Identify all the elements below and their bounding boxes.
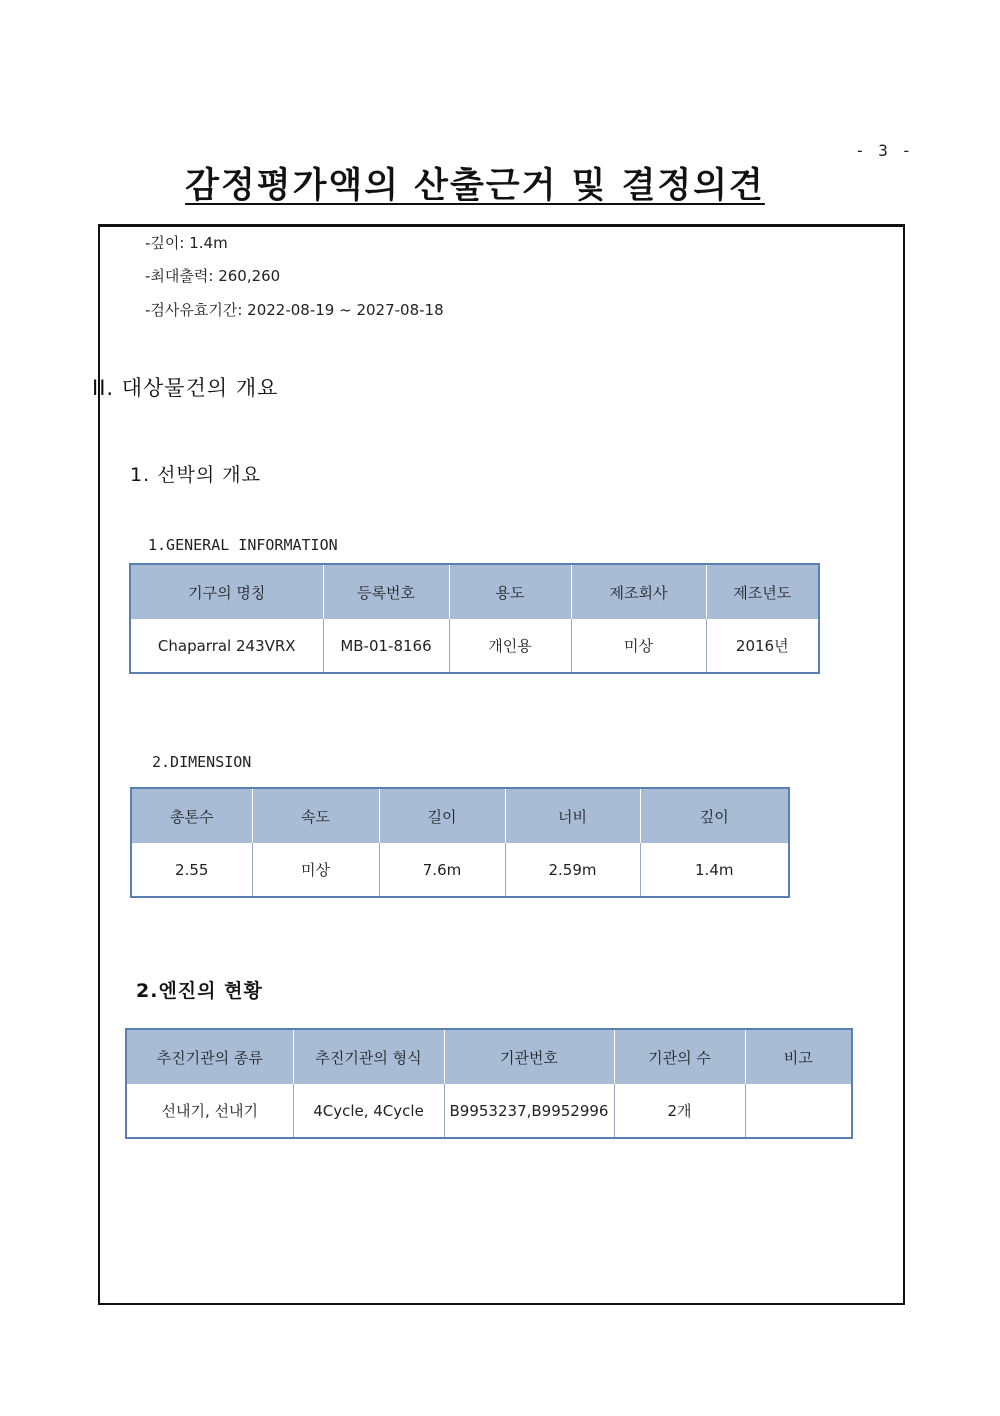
table-cell <box>745 1084 852 1138</box>
general-info-table <box>129 563 820 674</box>
header-cell: 등록번호 <box>323 564 449 619</box>
table-cell: 2.55 <box>131 843 252 897</box>
table-cell: B9953237,B9952996 <box>444 1084 614 1138</box>
table-cell: 2016년 <box>706 619 819 673</box>
page-title: 감정평가액의 산출근거 및 결정의견 <box>185 166 765 206</box>
spec-line-inspection-period: -검사유효기간: 2022-08-19 ~ 2027-08-18 <box>145 301 444 319</box>
table-header-row <box>126 1029 852 1084</box>
header-cell: 속도 <box>252 788 379 843</box>
general-info-caption: 1.GENERAL INFORMATION <box>148 536 338 554</box>
table-row <box>126 1084 852 1138</box>
header-cell: 추진기관의 종류 <box>126 1029 293 1084</box>
table-cell: 2개 <box>614 1084 745 1138</box>
engine-status-heading: 2.엔진의 현황 <box>136 980 263 1002</box>
header-cell: 제조회사 <box>571 564 706 619</box>
table-cell: Chaparral 243VRX <box>130 619 323 673</box>
header-cell: 용도 <box>449 564 571 619</box>
spec-line-depth: -깊이: 1.4m <box>145 234 228 252</box>
table-cell: 1.4m <box>640 843 789 897</box>
section-heading: II. 대상물건의 개요 <box>92 376 279 400</box>
table-cell: 4Cycle, 4Cycle <box>293 1084 444 1138</box>
header-cell: 제조년도 <box>706 564 819 619</box>
table-header-row <box>130 564 819 619</box>
table-cell: MB-01-8166 <box>323 619 449 673</box>
header-cell: 총톤수 <box>131 788 252 843</box>
dimension-caption: 2.DIMENSION <box>152 753 252 771</box>
header-cell: 추진기관의 형식 <box>293 1029 444 1084</box>
table-header-row <box>131 788 789 843</box>
header-cell: 깊이 <box>640 788 789 843</box>
table-cell: 선내기, 선내기 <box>126 1084 293 1138</box>
dimension-table <box>130 787 790 898</box>
header-cell: 기구의 명칭 <box>130 564 323 619</box>
header-cell: 비고 <box>745 1029 852 1084</box>
table-cell: 미상 <box>252 843 379 897</box>
engine-table <box>125 1028 853 1139</box>
spec-line-max-output: -최대출력: 260,260 <box>145 267 281 285</box>
table-row <box>131 843 789 897</box>
vessel-overview-heading: 1. 선박의 개요 <box>130 464 261 486</box>
header-cell: 너비 <box>505 788 640 843</box>
table-cell: 2.59m <box>505 843 640 897</box>
table-row <box>130 619 819 673</box>
page-number: - 3 - <box>855 141 914 160</box>
header-cell: 기관번호 <box>444 1029 614 1084</box>
table-cell: 개인용 <box>449 619 571 673</box>
header-cell: 길이 <box>379 788 505 843</box>
header-cell: 기관의 수 <box>614 1029 745 1084</box>
table-cell: 7.6m <box>379 843 505 897</box>
table-cell: 미상 <box>571 619 706 673</box>
